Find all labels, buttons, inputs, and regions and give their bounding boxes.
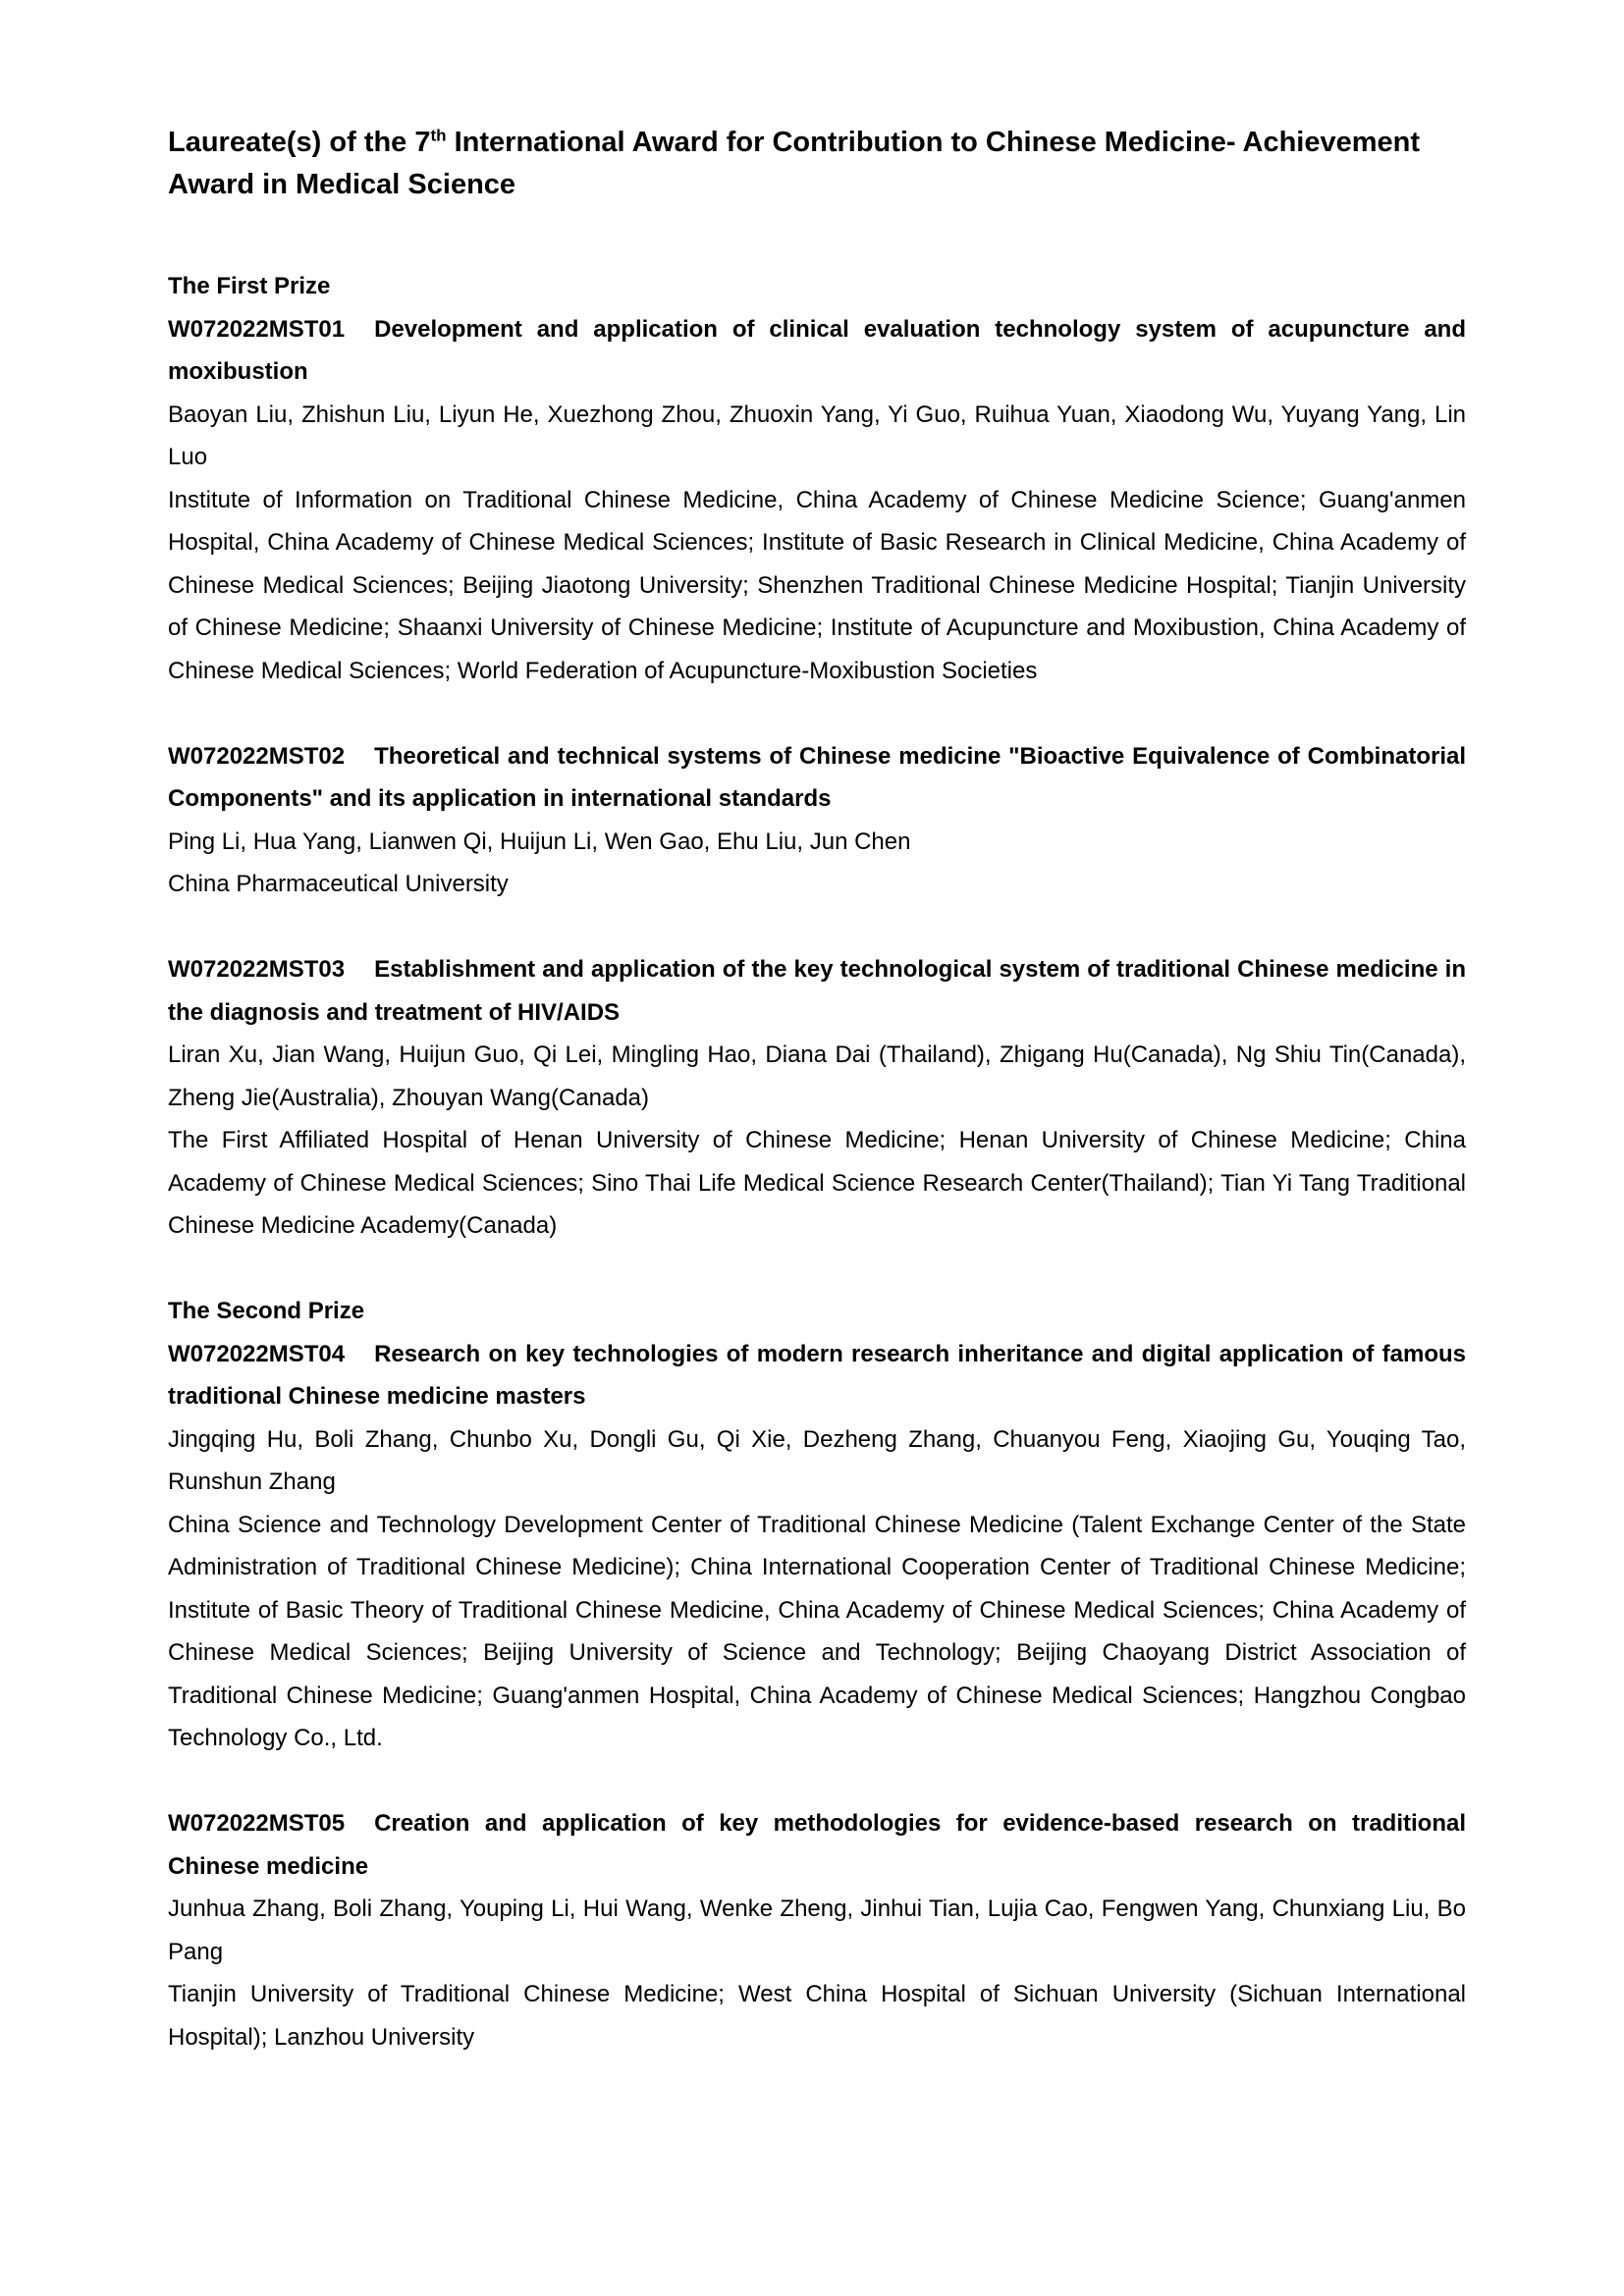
document-page xyxy=(168,122,1466,2058)
project-authors: Ping Li, Hua Yang, Lianwen Qi, Huijun Li, Wen Gao, Ehu Liu, Jun Chen xyxy=(168,828,911,855)
project-authors: Jingqing Hu, Boli Zhang, Chunbo Xu, Dongli Gu, Qi Xie, Dezheng Zhang, Chuanyou Feng, Xiaojing Gu, Youqing Tao, Runshun Zhang xyxy=(168,1425,1466,1495)
title-prefix: Laureate(s) of the 7 xyxy=(168,127,431,158)
project-institutions: Institute of Information on Traditional Chinese Medicine, China Academy of Chinese Medicine Science; Guang'anmen Hospital, China Academy of Chinese Medical Sciences; Institute of Basic Research in Clinical Medicine, China Academy of Chinese Medical Sciences; Beijing Jiaotong University; Shenzhen Traditional Chinese Medicine Hospital; Tianjin University of Chinese Medicine; Shaanxi University of Chinese Medicine; Institute of Acupuncture and Moxibustion, China Academy of Chinese Medical Sciences; World Federation of Acupuncture-Moxibustion Societies xyxy=(168,486,1466,684)
project-name: Creation and application of key methodologies for evidence-based research on traditional Chinese medicine xyxy=(168,1810,1466,1880)
project-name: Development and application of clinical evaluation technology system of acupuncture and moxibustion xyxy=(168,315,1466,385)
project-code: W072022MST02 xyxy=(168,742,346,770)
project-title xyxy=(168,1802,1466,1888)
project-name: Research on key technologies of modern research inheritance and digital application of famous traditional Chinese medicine masters xyxy=(168,1340,1466,1410)
project-title xyxy=(168,1333,1466,1418)
project-mst05 xyxy=(168,1802,1466,2058)
project-name: Establishment and application of the key technological system of traditional Chinese medicine in the diagnosis and treatment of HIV/AIDS xyxy=(168,956,1466,1026)
second-prize-heading: The Second Prize xyxy=(168,1298,365,1324)
project-institutions: Tianjin University of Traditional Chinese Medicine; West China Hospital of Sichuan University (Sichuan International Hospital); Lanzhou University xyxy=(168,1981,1466,2051)
project-mst01 xyxy=(168,308,1466,693)
project-title xyxy=(168,308,1466,394)
project-institutions: China Pharmaceutical University xyxy=(168,871,509,897)
project-authors: Baoyan Liu, Zhishun Liu, Liyun He, Xuezhong Zhou, Zhuoxin Yang, Yi Guo, Ruihua Yuan, Xiaodong Wu, Yuyang Yang, Lin Luo xyxy=(168,400,1466,470)
project-institutions: The First Affiliated Hospital of Henan University of Chinese Medicine; Henan University of Chinese Medicine; China Academy of Chinese Medical Sciences; Sino Thai Life Medical Science Research Center(Thailand); Tian Yi Tang Traditional Chinese Medicine Academy(Canada) xyxy=(168,1127,1466,1239)
title-superscript: th xyxy=(430,126,447,145)
document-title xyxy=(168,122,1466,206)
title-line2: Award in Medical Science xyxy=(168,169,516,200)
project-mst03 xyxy=(168,948,1466,1248)
project-code: W072022MST04 xyxy=(168,1340,346,1367)
project-code: W072022MST01 xyxy=(168,315,346,343)
project-title xyxy=(168,948,1466,1034)
project-code: W072022MST03 xyxy=(168,956,346,983)
project-code: W072022MST05 xyxy=(168,1810,346,1837)
project-mst02 xyxy=(168,735,1466,906)
title-line1-rest: International Award for Contribution to Chinese Medicine- Achievement xyxy=(446,127,1421,158)
project-name: Theoretical and technical systems of Chinese medicine "Bioactive Equivalence of Combinatorial Components" and its application in international standards xyxy=(168,742,1466,812)
project-title xyxy=(168,735,1466,821)
project-mst04 xyxy=(168,1333,1466,1760)
project-institutions: China Science and Technology Development Center of Traditional Chinese Medicine (Talent Exchange Center of the State Administration of Traditional Chinese Medicine); China International Cooperation Center of Traditional Chinese Medicine; Institute of Basic Theory of Traditional Chinese Medicine, China Academy of Chinese Medical Sciences; China Academy of Chinese Medical Sciences; Beijing University of Science and Technology; Beijing Chaoyang District Association of Traditional Chinese Medicine; Guang'anmen Hospital, China Academy of Chinese Medical Sciences; Hangzhou Congbao Technology Co., Ltd. xyxy=(168,1511,1466,1751)
project-authors: Junhua Zhang, Boli Zhang, Youping Li, Hui Wang, Wenke Zheng, Jinhui Tian, Lujia Cao, Fengwen Yang, Chunxiang Liu, Bo Pang xyxy=(168,1896,1466,1965)
project-authors: Liran Xu, Jian Wang, Huijun Guo, Qi Lei, Mingling Hao, Diana Dai (Thailand), Zhigang Hu(Canada), Ng Shiu Tin(Canada), Zheng Jie(Australia), Zhouyan Wang(Canada) xyxy=(168,1041,1466,1111)
first-prize-heading: The First Prize xyxy=(168,273,331,299)
